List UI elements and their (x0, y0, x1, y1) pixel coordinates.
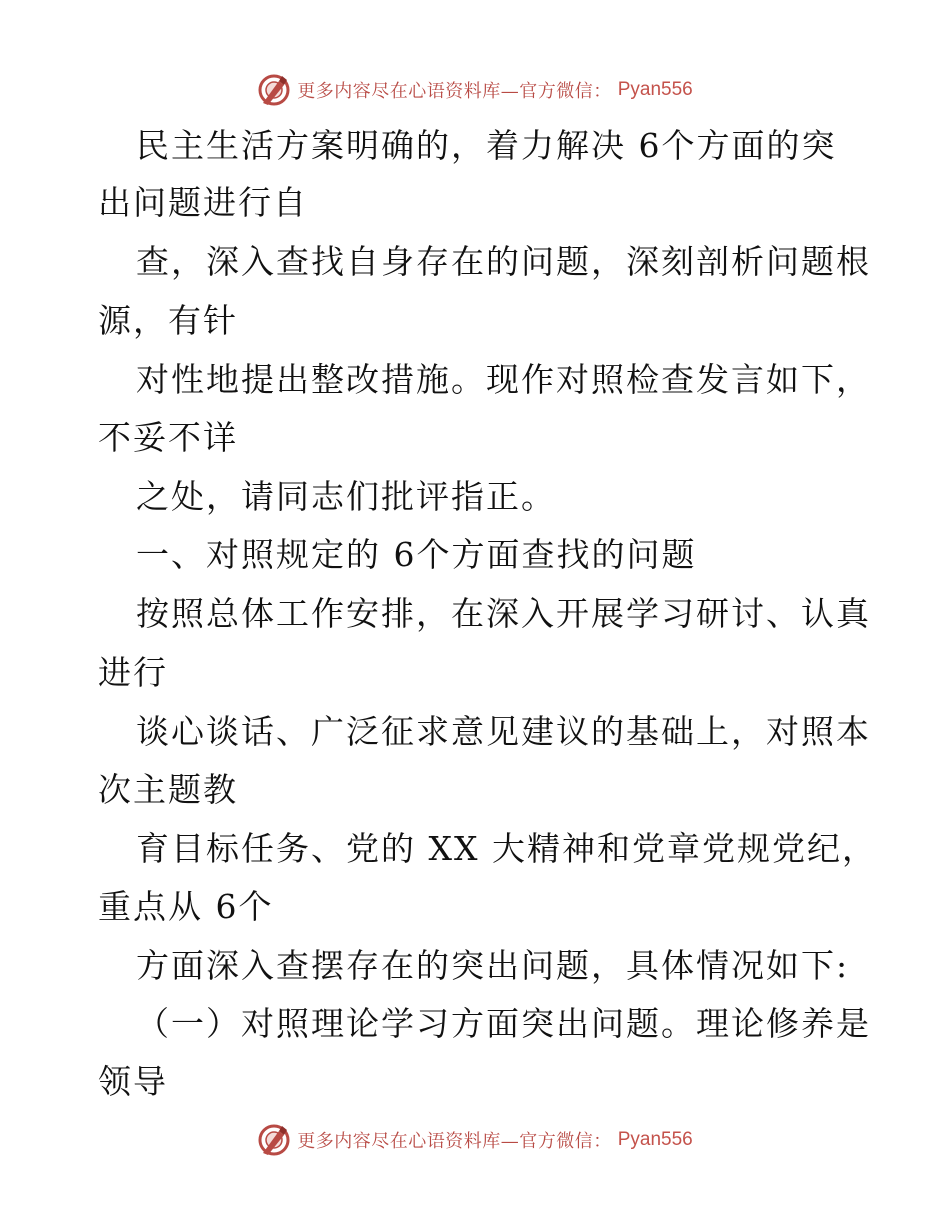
body-line: 重点从 6个 (98, 887, 274, 926)
footer-banner-wechat-id: Pyan556 (617, 1129, 693, 1150)
body-line: 方面深入查摆存在的突出问题，具体情况如下: (136, 946, 850, 985)
body-line: 按照总体工作安排，在深入开展学习研讨、认真 (136, 594, 871, 633)
section-heading: 一、对照规定的 6个方面查找的问题 (136, 535, 697, 574)
body-line: 源，有针 (98, 301, 238, 340)
body-line: 之处，请同志们批评指正。 (136, 477, 556, 516)
body-line: 谈心谈话、广泛征求意见建议的基础上，对照本 (136, 712, 871, 751)
body-line: 育目标任务、党的 XX 大精神和党章党规党纪， (136, 829, 877, 868)
body-line: 领导 (98, 1062, 168, 1101)
body-line: 民主生活方案明确的，着力解决 6个方面的突 (136, 126, 837, 165)
pen-logo-icon (257, 73, 291, 107)
body-line: 进行 (98, 653, 168, 692)
footer-banner (0, 1120, 950, 1160)
body-line: 对性地提出整改措施。现作对照检查发言如下， (136, 360, 871, 399)
pen-logo-icon (257, 1123, 291, 1157)
body-line: 出问题进行自 (98, 183, 308, 222)
header-banner-wechat-id: Pyan556 (617, 79, 693, 100)
body-line: 次主题教 (98, 770, 238, 809)
body-line: 查，深入查找自身存在的问题，深刻剖析问题根 (136, 242, 871, 281)
subsection-heading: （一）对照理论学习方面突出问题。理论修养是 (136, 1004, 871, 1043)
footer-banner-text: 更多内容尽在心语资料库—官方微信： (297, 1131, 612, 1152)
body-line: 不妥不详 (98, 418, 238, 457)
header-banner (0, 70, 950, 110)
header-banner-text: 更多内容尽在心语资料库—官方微信： (297, 81, 612, 102)
